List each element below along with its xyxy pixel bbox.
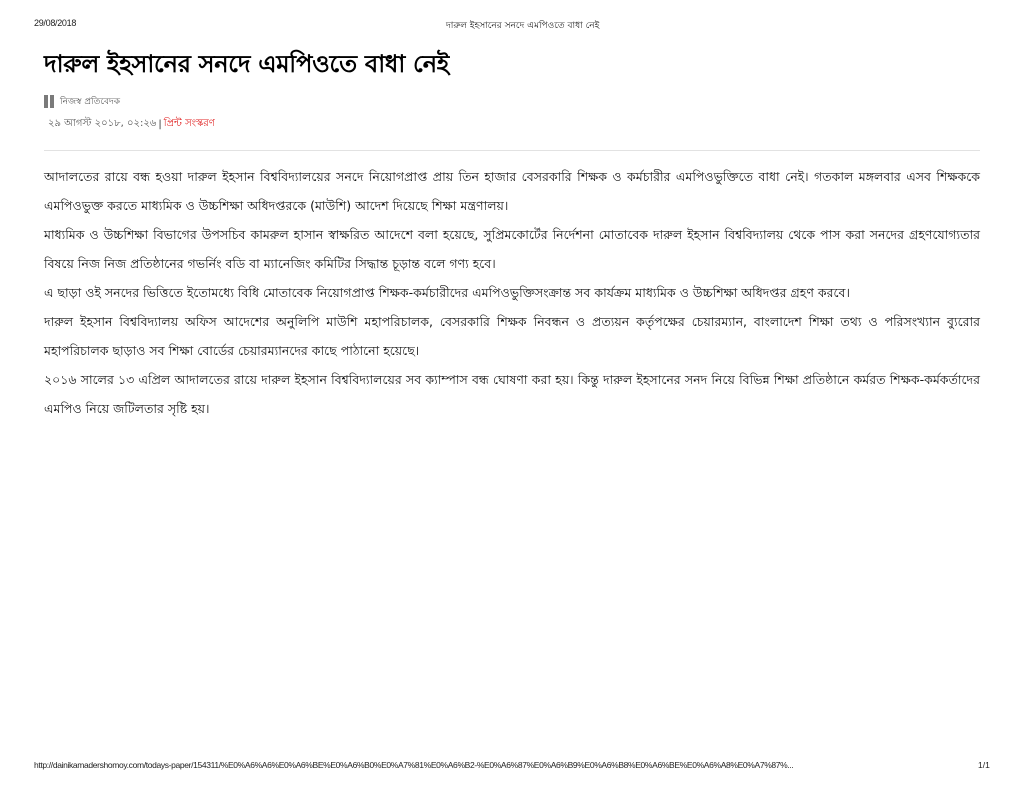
article-paragraph: এ ছাড়া ওই সনদের ভিত্তিতে ইতোমধ্যে বিধি মোতাবেক নিয়োগপ্রাপ্ত শিক্ষক-কর্মচারীদের এমপিওভুক্তিসংক্রান্ত সব কার্যক্রম মাধ্যমিক ও উচ্চশিক্ষা অধিদপ্তর গ্রহণ করবে। [44, 285, 850, 300]
article-headline: দারুল ইহসানের সনদে এমপিওতে বাধা নেই [44, 50, 449, 78]
article-paragraph: আদালতের রায়ে বন্ধ হওয়া দারুল ইহসান বিশ্ববিদ্যালয়ের সনদে নিয়োগপ্রাপ্ত প্রায় তিন হাজার বেসরকারি শিক্ষক ও কর্মচারীর এমপিওভুক্তিতে বাধা নেই। গতকাল মঙ্গলবার এসব শিক্ষককে এমপিওভুক্ত করতে মাধ্যমিক ও উচ্চশিক্ষা অধিদপ্তরকে (মাউশি) আদেশ দিয়েছে শিক্ষা মন্ত্রণালয়। [44, 169, 980, 213]
bar-icon [44, 95, 54, 108]
article-paragraph: দারুল ইহসান বিশ্ববিদ্যালয় অফিস আদেশের অনুলিপি মাউশি মহাপরিচালক, বেসরকারি শিক্ষক নিবন্ধন ও প্রত্যয়ন কর্তৃপক্ষের চেয়ারম্যান, বাংলাদেশ শিক্ষা তথ্য ও পরিসংখ্যান ব্যুরোর মহাপরিচালক ছাড়াও সব শিক্ষা বোর্ডের চেয়ারম্যানদের কাছে পাঠানো হয়েছে। [44, 314, 980, 358]
reporter-name: নিজস্ব প্রতিবেদক [60, 96, 121, 107]
print-page-title: দারুল ইহসানের সনদে এমপিওতে বাধা নেই [446, 21, 600, 31]
print-footer [0, 760, 1024, 772]
print-edition-link[interactable]: প্রিন্ট সংস্করণ [163, 118, 215, 129]
article-paragraph: মাধ্যমিক ও উচ্চশিক্ষা বিভাগের উপসচিব কামরুল হাসান স্বাক্ষরিত আদেশে বলা হয়েছে, সুপ্রিমকোর্টের নির্দেশনা মোতাবেক দারুল ইহসান বিশ্ববিদ্যালয় থেকে পাস করা সনদের গ্রহণযোগ্যতার বিষয়ে নিজ নিজ প্রতিষ্ঠানের গভর্নিং বডি বা ম্যানেজিং কমিটির সিদ্ধান্ত চূড়ান্ত বলে গণ্য হবে। [44, 227, 980, 271]
byline [44, 94, 120, 108]
print-header [0, 18, 1024, 32]
dateline [48, 116, 215, 133]
divider [44, 150, 980, 151]
article-body [44, 162, 980, 423]
article-paragraph: ২০১৬ সালের ১৩ এপ্রিল আদালতের রায়ে দারুল ইহসান বিশ্ববিদ্যালয়ের সব ক্যাম্পাস বন্ধ ঘোষণা করা হয়। কিন্তু দারুল ইহসানের সনদ নিয়ে বিভিন্ন শিক্ষা প্রতিষ্ঠানে কর্মরত শিক্ষক-কর্মকর্তাদের এমপিও নিয়ে জটিলতার সৃষ্টি হয়। [44, 372, 980, 416]
publish-date: ২৯ আগস্ট ২০১৮, ০২:২৬ [48, 118, 157, 129]
dateline-separator: | [158, 119, 162, 130]
print-date: 29/08/2018 [34, 18, 77, 28]
footer-url: http://dainikamadershomoy.com/todays-paper/154311/%E0%A6%A6%E0%A6%BE%E0%A6%B0%E0%A7%81%E0%A6%B2-%E0%A6%87%E0%A6%B9%E0%A6%B8%E0%A6%BE%E0%A6%A8%E0%A7%87%... [34, 760, 794, 770]
page-number: 1/1 [978, 760, 990, 770]
